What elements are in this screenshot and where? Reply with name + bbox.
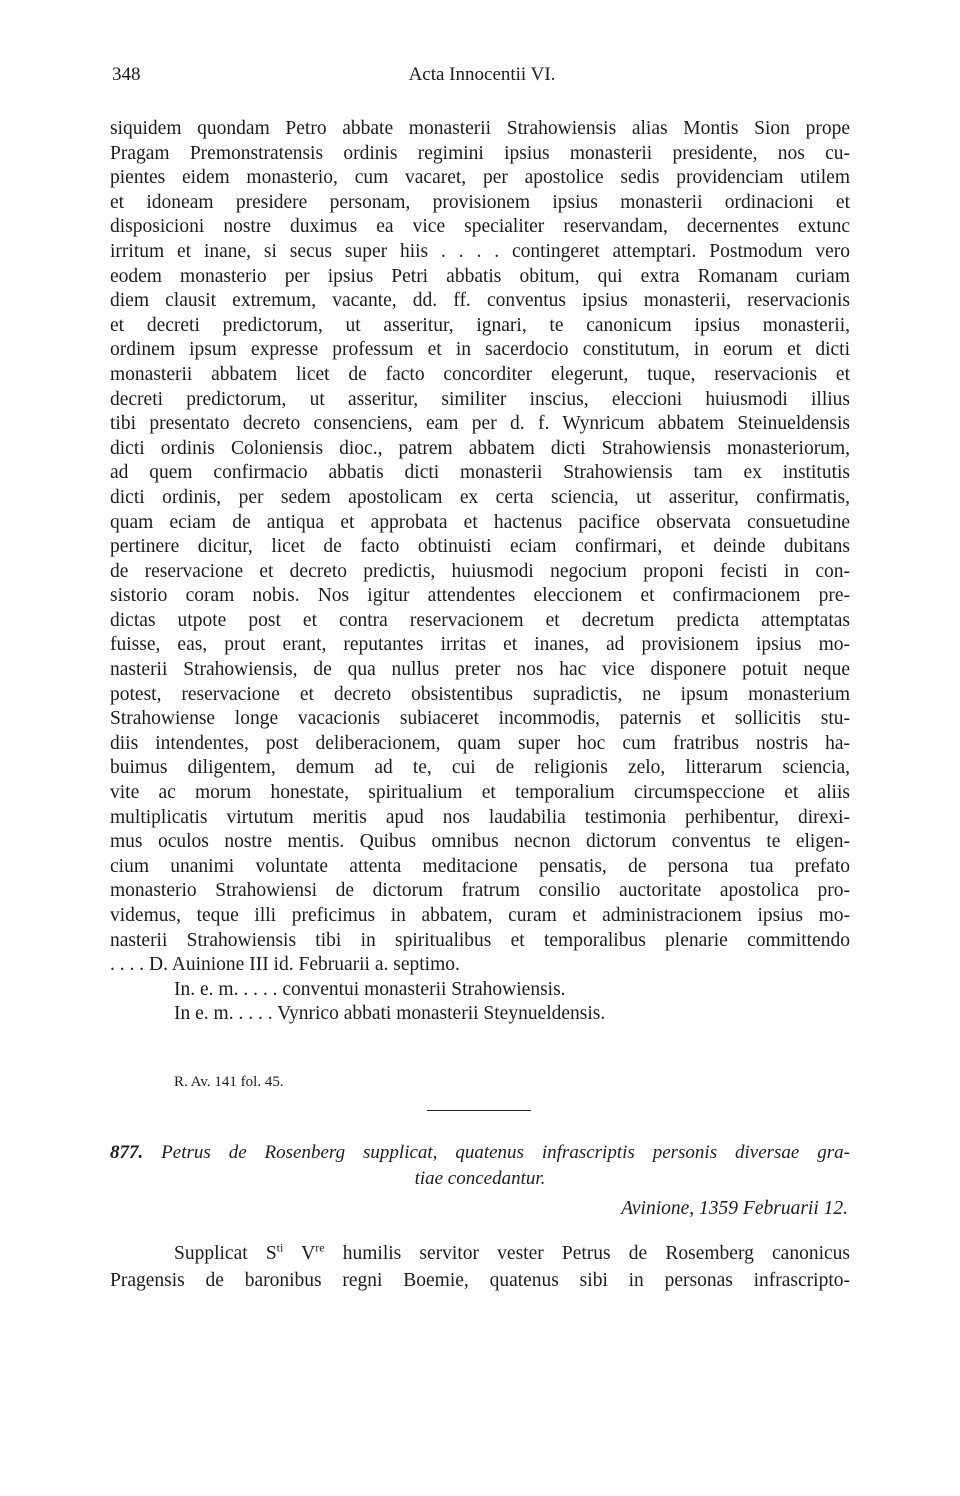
closing-line: In. e. m. . . . . conventui monasterii Strahowiensis. [174,978,566,1000]
text-line: monasterii abbatem licet de facto concorditer elegerunt, tuque, reservacionis et [110,363,850,385]
document-number: 877. [110,1142,144,1163]
text-line [110,1240,850,1267]
text-line: disposicioni nostre duximus ea vice specialiter reservandam, decernentes extunc [110,216,850,238]
text-line: diis intendentes, post deliberacionem, quam super hoc cum fratribus nostris ha- [110,732,850,754]
text-line: buimus diligentem, demum ad te, cui de religionis zelo, litterarum sciencia, [110,757,850,779]
text-line: ad quem confirmacio abbatis dicti monasterii Strahowiensis tam ex institutis [110,462,850,484]
text-fragment: Supplicat S [174,1243,277,1264]
text-line: fuisse, eas, prout erant, reputantes irritas et inanes, ad provisionem ipsius mo- [110,634,850,656]
text-line: dicti ordinis, per sedem apostolicam ex certa sciencia, ut asseritur, confirmatis, [110,486,850,508]
text-line: de reservacione et decreto predictis, huiusmodi negocium proponi fecisti in con- [110,560,850,582]
text-line: videmus, teque illi preficimus in abbatem, curam et administracionem ipsius mo- [110,905,850,926]
text-line: ordinem ipsum expresse professum et in sacerdocio constitutum, in eorum et dicti [110,339,850,361]
running-title: Acta Innocentii VI. [408,64,556,85]
text-line: cium unanimi voluntate attenta meditacione pensatis, de persona tua prefato [110,855,850,877]
text-line: dictas utpote post et contra reservacionem et decretum predicta attemptatas [110,609,850,631]
page-header [112,64,852,94]
text-line: mus oculos nostre mentis. Quibus omnibus necnon dictorum conventus te eligen- [110,831,850,853]
text-line: multiplicatis virtutum meritis apud nos laudabilia testimonia perhibentur, direxi- [110,806,850,828]
text-line: potest, reservacione et decreto obsistentibus supradictis, ne ipsum monasterium [110,683,850,705]
text-line: decreti predictorum, ut asseritur, similiter inscius, eleccioni huiusmodi illius [110,388,850,410]
page-number: 348 [112,64,141,85]
main-text-block [110,117,850,1027]
text-line: pertinere dicitur, licet de facto obtinuisti eciam confirmari, et deinde dubitans [110,536,850,558]
place-date: Avinione, 1359 Februarii 12. [621,1198,848,1219]
text-line: diem clausit extremum, vacante, dd. ff. conventus ipsius monasterii, reservacionis [110,290,850,312]
text-line: et idoneam presidere personam, provisionem ipsius monasterii ordinacioni et [110,191,850,213]
dating-line: . . . . D. Auinione III id. Februarii a. septimo. [110,954,460,976]
text-line: et decreti predictorum, ut asseritur, ignari, te canonicum ipsius monasterii, [110,314,850,336]
superscript: re [315,1240,325,1255]
heading-line-1 [110,1140,850,1166]
register-reference: R. Av. 141 fol. 45. [174,1074,284,1090]
text-line: pientes eidem monasterio, cum vacaret, per apostolice sedis providenciam utilem [110,167,850,189]
text-line: Pragensis de baronibus regni Boemie, quatenus sibi in personas infrascripto- [110,1270,850,1291]
text-line: vite ac morum honestate, spiritualium et temporalium circumspeccione et aliis [110,782,850,804]
document-heading [110,1140,850,1192]
text-fragment: humilis servitor vester Petrus de Rosemberg canonicus [324,1243,850,1264]
superscript: ti [276,1240,284,1255]
text-line: irritum et inane, si secus super hiis . . . . contingeret attemptari. Postmodum vero [110,240,850,262]
heading-title-part-2: tiae concedantur. [414,1168,546,1189]
document-text [110,1240,850,1294]
heading-title-part-1: Petrus de Rosenberg supplicat, quatenus infrascriptis personis diversae gra- [161,1142,851,1163]
text-line: siquidem quondam Petro abbate monasterii Strahowiensis alias Montis Sion prope [110,118,850,139]
text-line: Pragam Premonstratensis ordinis regimini ipsius monasterii presidente, nos cu- [110,142,850,164]
closing-line: In e. m. . . . . Vynrico abbati monasterii Steynueldensis. [174,1003,606,1025]
text-fragment: V [283,1243,316,1264]
text-line: eodem monasterio per ipsius Petri abbatis obitum, qui extra Romanam curiam [110,265,850,287]
text-line: sistorio coram nobis. Nos igitur attendentes eleccionem et confirmacionem pre- [110,585,850,607]
text-line: Strahowiense longe vacacionis subiaceret incommodis, paternis et sollicitis stu- [110,708,850,730]
text-line: nasterii Strahowiensis tibi in spiritualibus et temporalibus plenarie committendo [110,929,850,951]
section-divider [427,1110,531,1111]
text-line: dicti ordinis Coloniensis dioc., patrem abbatem dicti Strahowiensis monasteriorum, [110,437,850,459]
text-line: tibi presentato decreto consenciens, eam per d. f. Wynricum abbatem Steinueldensis [110,413,850,435]
text-line: monasterio Strahowiensi de dictorum fratrum consilio auctoritate apostolica pro- [110,880,850,902]
text-line: nasterii Strahowiensis, de qua nullus preter nos hac vice disponere potuit neque [110,659,850,681]
text-line: quam eciam de antiqua et approbata et hactenus pacifice observata consuetudine [110,511,850,533]
